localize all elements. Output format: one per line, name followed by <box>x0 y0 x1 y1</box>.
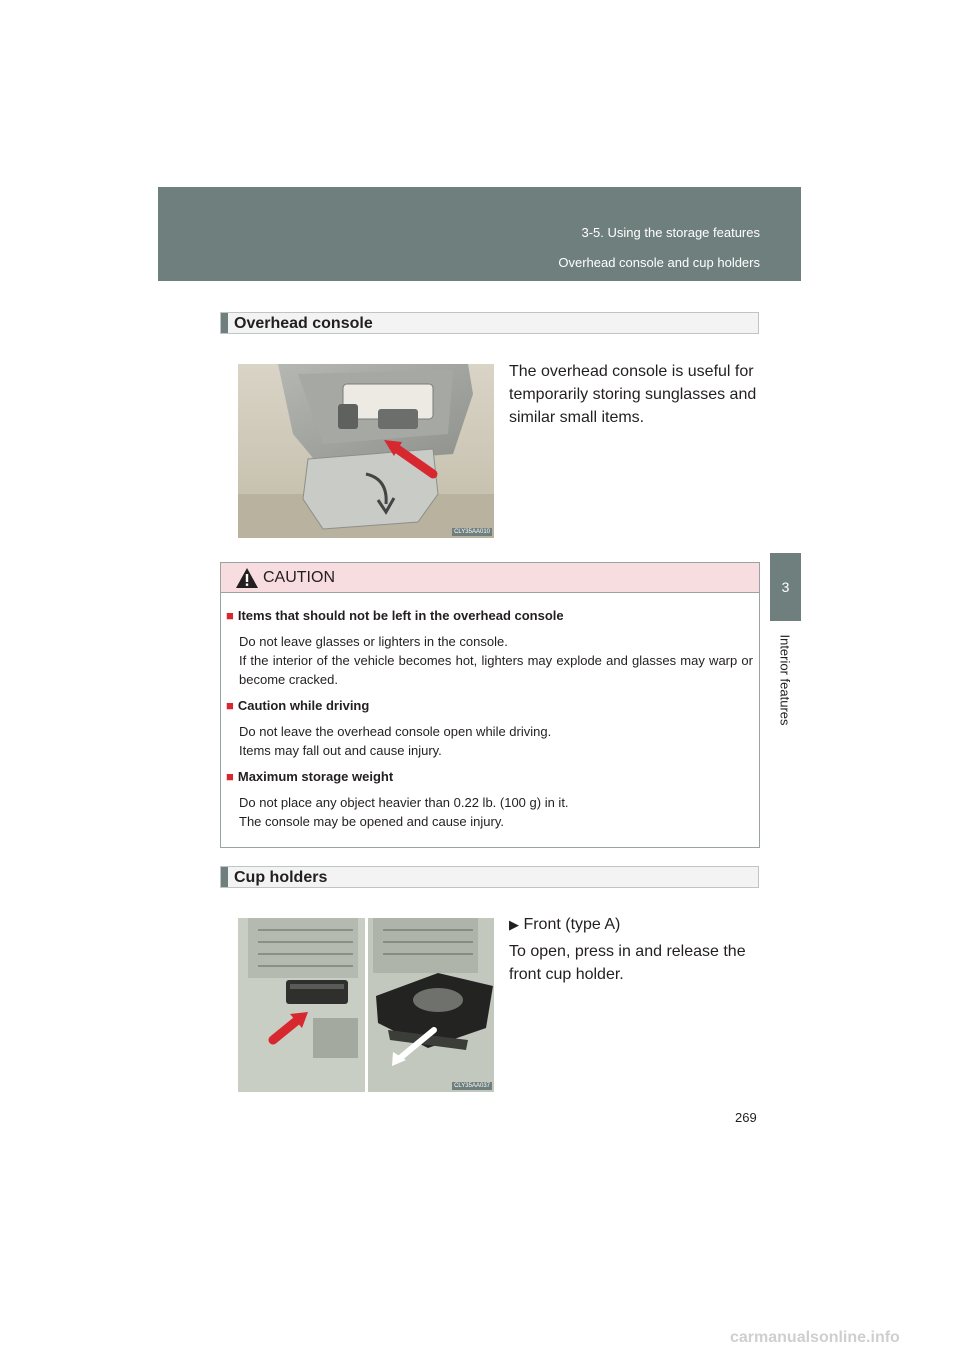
caution-text-line: If the interior of the vehicle becomes hot, lighters may explode and glasses may warp or become cracked. <box>239 653 753 687</box>
caution-item-body <box>226 632 753 689</box>
overhead-console-illustration <box>238 364 494 538</box>
cup-holder-variant: ▶ Front (type A) <box>509 916 621 933</box>
watermark-text: carmanualsonline.info <box>730 1329 900 1346</box>
caution-header <box>221 563 759 593</box>
heading-accent-bar <box>221 313 228 333</box>
caution-title: CAUTION <box>263 569 335 586</box>
overhead-description-line: The overhead console is useful for <box>509 363 754 380</box>
overhead-console-image <box>238 364 494 538</box>
cup-holder-instruction-line: To open, press in and release the <box>509 943 746 960</box>
warning-triangle-icon <box>235 567 259 589</box>
caution-item <box>226 767 753 831</box>
heading-accent-bar <box>221 867 228 887</box>
section-title: 3-5. Using the storage features <box>581 225 760 240</box>
overhead-console-heading-text: Overhead console <box>234 315 373 332</box>
overhead-console-heading <box>220 312 759 334</box>
overhead-image-code: CLY35AA010 <box>454 529 490 535</box>
bullet-square-icon: ■ <box>226 698 234 713</box>
caution-text-line: Do not leave the overhead console open while driving. <box>239 724 552 739</box>
overhead-description-line: temporarily storing sunglasses and <box>509 386 757 403</box>
caution-text-line: Do not leave glasses or lighters in the console. <box>239 634 508 649</box>
page-number: 269 <box>735 1110 757 1125</box>
subsection-title: Overhead console and cup holders <box>558 255 760 270</box>
bullet-square-icon: ■ <box>226 769 234 784</box>
caution-box <box>220 562 760 848</box>
cup-holder-instruction-line: front cup holder. <box>509 966 624 983</box>
cup-holder-image <box>238 918 494 1092</box>
chapter-label: Interior features <box>777 634 793 726</box>
chapter-number-tab: 3 <box>770 553 801 621</box>
overhead-description-line: similar small items. <box>509 409 645 426</box>
caution-item-title: ■ Items that should not be left in the overhead console <box>226 608 564 623</box>
cup-holders-heading-text: Cup holders <box>234 869 328 886</box>
bullet-square-icon: ■ <box>226 608 234 623</box>
caution-item <box>226 606 753 689</box>
caution-item-body <box>226 793 753 831</box>
page-header-band <box>158 187 801 281</box>
caution-item-title: ■ Caution while driving <box>226 698 370 713</box>
caution-text-line: Do not place any object heavier than 0.22 lb. (100 g) in it. <box>239 795 569 810</box>
caution-item <box>226 696 753 760</box>
caution-item-title: ■ Maximum storage weight <box>226 769 394 784</box>
cup-holder-image-code: CLY35AA037 <box>454 1083 490 1089</box>
caution-text-line: The console may be opened and cause injury. <box>239 814 504 829</box>
cup-holder-illustration <box>238 918 494 1092</box>
triangle-bullet-icon: ▶ <box>509 917 519 932</box>
caution-item-body <box>226 722 753 760</box>
cup-holders-heading <box>220 866 759 888</box>
caution-text-line: Items may fall out and cause injury. <box>239 743 442 758</box>
overhead-console-description <box>509 360 761 429</box>
cup-holder-description <box>509 913 757 986</box>
